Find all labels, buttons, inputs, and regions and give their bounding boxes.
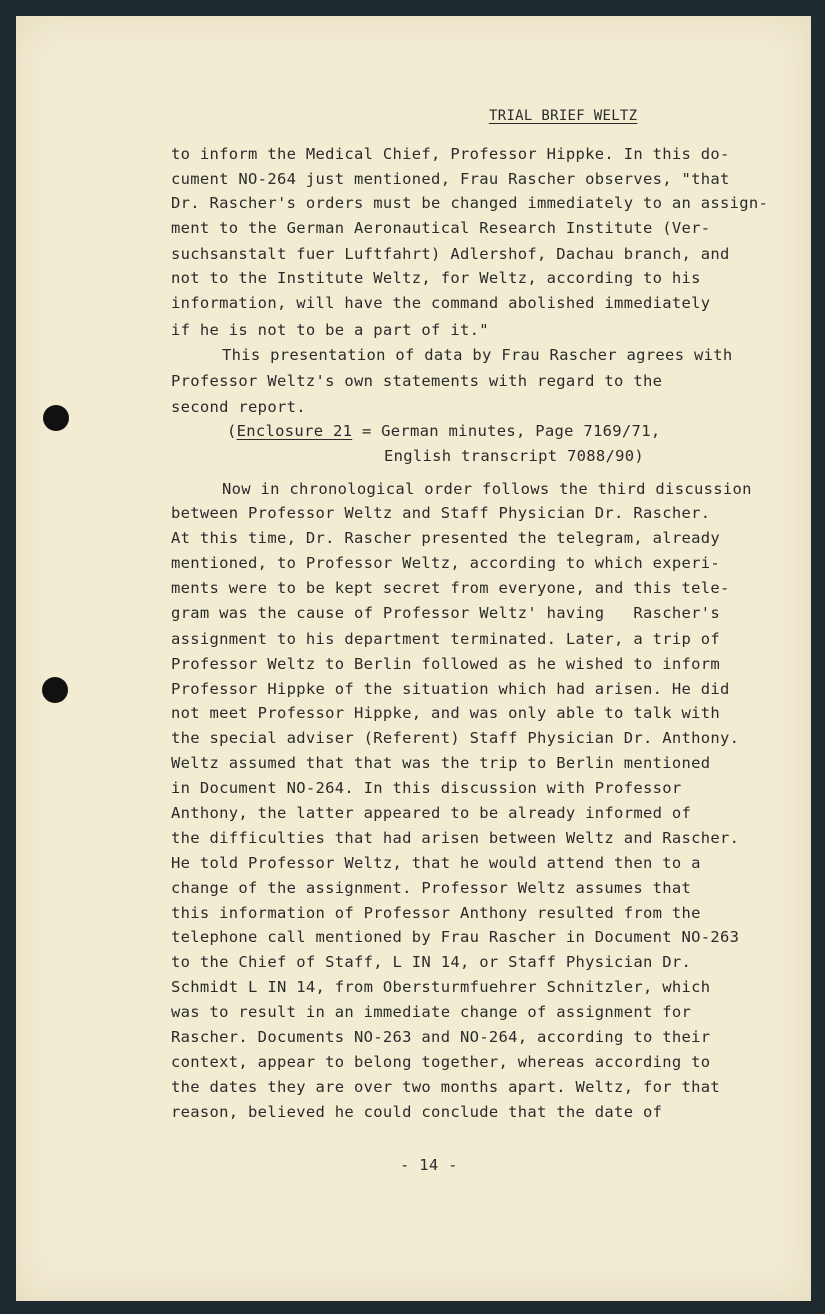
text-line: change of the assignment. Professor Weltz assumes that: [171, 879, 692, 897]
text-line: Schmidt L IN 14, from Obersturmfuehrer Schnitzler, which: [171, 978, 711, 996]
text-line: mentioned, to Professor Weltz, according to which experi-: [171, 554, 721, 572]
text-line: He told Professor Weltz, that he would attend then to a: [171, 854, 701, 872]
text-line: assignment to his department terminated. Later, a trip of: [171, 630, 721, 648]
document-header: TRIAL BRIEF WELTZ: [489, 108, 638, 124]
text-line: Anthony, the latter appeared to be already informed of: [171, 804, 692, 822]
text-line: Dr. Rascher's orders must be changed immediately to an assign-: [171, 194, 769, 212]
text-line: between Professor Weltz and Staff Physician Dr. Rascher.: [171, 504, 711, 522]
text-line: ments were to be kept secret from everyone, and this tele-: [171, 579, 730, 597]
text-line: Professor Weltz's own statements with regard to the: [171, 372, 663, 390]
text-line: Now in chronological order follows the third discussion: [222, 480, 752, 498]
text-line: not to the Institute Weltz, for Weltz, according to his: [171, 269, 701, 287]
text-line: information, will have the command abolished immediately: [171, 294, 711, 312]
text-line: if he is not to be a part of it.": [171, 321, 489, 339]
text-line: Weltz assumed that that was the trip to Berlin mentioned: [171, 754, 711, 772]
page-number: - 14 -: [400, 1156, 458, 1174]
text-line: this information of Professor Anthony resulted from the: [171, 904, 701, 922]
text-line: Rascher. Documents NO-263 and NO-264, according to their: [171, 1028, 711, 1046]
text-line: was to result in an immediate change of assignment for: [171, 1003, 692, 1021]
text-line: the difficulties that had arisen between Weltz and Rascher.: [171, 829, 740, 847]
enclosure-detail: = German minutes, Page 7169/71,: [352, 422, 661, 440]
text-line: not meet Professor Hippke, and was only able to talk with: [171, 704, 721, 722]
text-line: cument NO-264 just mentioned, Frau Rascher observes, "that: [171, 170, 730, 188]
text-line: to the Chief of Staff, L IN 14, or Staff Physician Dr.: [171, 953, 692, 971]
text-line: suchsanstalt fuer Luftfahrt) Adlershof, Dachau branch, and: [171, 245, 730, 263]
text-line: gram was the cause of Professor Weltz' having Rascher's: [171, 604, 721, 622]
punch-hole: [42, 677, 68, 703]
enclosure-reference-line2: English transcript 7088/90): [384, 447, 645, 465]
text-line: Professor Hippke of the situation which had arisen. He did: [171, 680, 730, 698]
text-line: context, appear to belong together, whereas according to: [171, 1053, 711, 1071]
text-line: ment to the German Aeronautical Research Institute (Ver-: [171, 219, 711, 237]
enclosure-label: Enclosure 21: [236, 422, 353, 440]
text-line: second report.: [171, 398, 306, 416]
text-line: This presentation of data by Frau Rascher agrees with: [222, 346, 733, 364]
text-line: the dates they are over two months apart. Weltz, for that: [171, 1078, 721, 1096]
text-line: reason, believed he could conclude that the date of: [171, 1103, 663, 1121]
text-line: in Document NO-264. In this discussion with Professor: [171, 779, 682, 797]
enclosure-reference: (Enclosure 21 = German minutes, Page 7169/71,: [227, 422, 661, 440]
text-line: Professor Weltz to Berlin followed as he wished to inform: [171, 655, 721, 673]
text-line: telephone call mentioned by Frau Rascher in Document NO-263: [171, 928, 740, 946]
text-line: At this time, Dr. Rascher presented the telegram, already: [171, 529, 721, 547]
text-line: to inform the Medical Chief, Professor Hippke. In this do-: [171, 145, 730, 163]
text-line: the special adviser (Referent) Staff Physician Dr. Anthony.: [171, 729, 740, 747]
punch-hole: [43, 405, 69, 431]
